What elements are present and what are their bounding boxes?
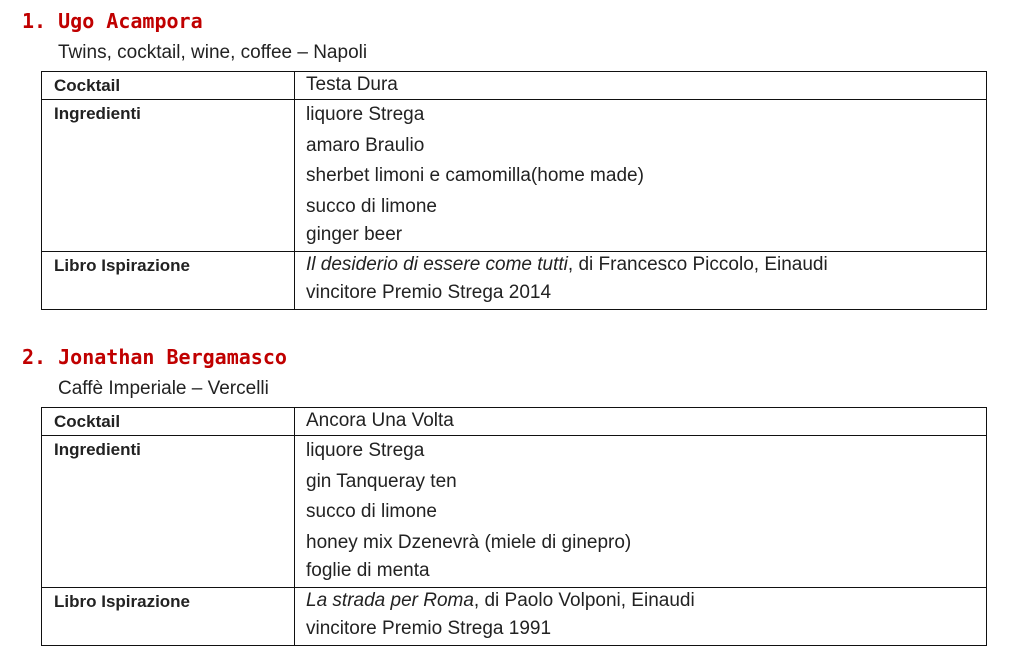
entry-subtitle: Caffè Imperiale – Vercelli: [58, 378, 269, 399]
cocktail-name: Ancora Una Volta: [295, 408, 987, 436]
book-title: Il desiderio di essere come tutti: [306, 254, 568, 275]
ingredient-item: succo di limone: [306, 195, 437, 217]
table-row: [42, 72, 987, 100]
ingredient-item: sherbet limoni e camomilla(home made): [306, 165, 644, 186]
ingredient-item: foglie di menta: [306, 560, 430, 581]
row-label-cocktail: Cocktail: [42, 408, 295, 436]
cocktail-table: [41, 71, 987, 310]
book-award: vincitore Premio Strega 1991: [306, 618, 552, 639]
book-award: vincitore Premio Strega 2014: [306, 282, 552, 303]
ingredient-item: honey mix Dzenevrà (miele di ginepro): [306, 531, 632, 553]
table-row: [42, 252, 987, 310]
cocktail-table: [41, 407, 987, 646]
ingredient-item: gin Tanqueray ten: [306, 470, 457, 492]
table-row: [42, 100, 987, 252]
ingredients-list: [295, 100, 987, 252]
row-label-ingredients: Ingredienti: [42, 436, 295, 588]
ingredient-item: ginger beer: [306, 224, 403, 245]
entry-subtitle: Twins, cocktail, wine, coffee – Napoli: [58, 42, 368, 63]
book-line: [306, 588, 986, 614]
table-row: [42, 436, 987, 588]
entry-title: 2. Jonathan Bergamasco: [22, 345, 287, 369]
ingredient-item: succo di limone: [306, 501, 437, 522]
ingredient-item: liquore Strega: [306, 440, 425, 461]
entry-title: 1. Ugo Acampora: [22, 9, 203, 33]
table-row: [42, 408, 987, 436]
ingredient-item: liquore Strega: [306, 104, 425, 125]
cocktail-name: Testa Dura: [295, 72, 987, 100]
book-info: [295, 252, 987, 310]
row-label-ingredients: Ingredienti: [42, 100, 295, 252]
table-row: [42, 588, 987, 646]
ingredients-list: [295, 436, 987, 588]
ingredient-item: amaro Braulio: [306, 134, 425, 156]
row-label-book: Libro Ispirazione: [42, 588, 295, 646]
book-author: , di Paolo Volponi, Einaudi: [473, 590, 695, 611]
book-info: [295, 588, 987, 646]
book-line: [306, 252, 986, 278]
book-author: , di Francesco Piccolo, Einaudi: [567, 254, 828, 275]
row-label-cocktail: Cocktail: [42, 72, 295, 100]
row-label-book: Libro Ispirazione: [42, 252, 295, 310]
book-title: La strada per Roma: [306, 590, 474, 611]
